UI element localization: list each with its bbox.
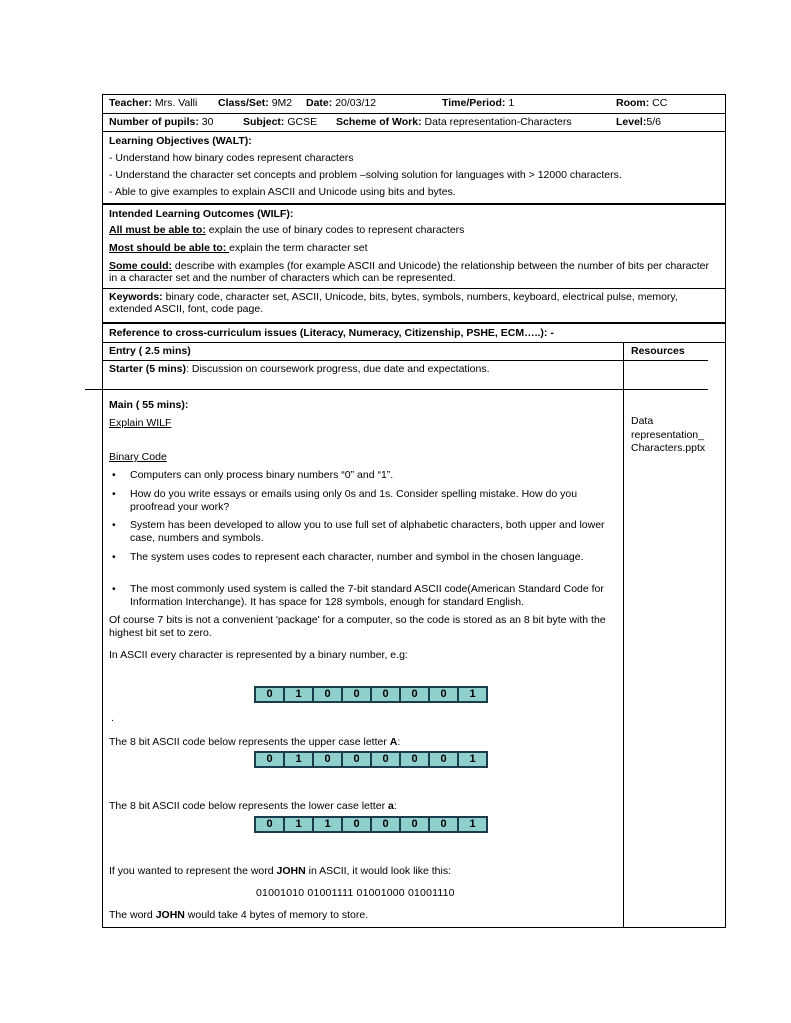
bit-cell: 0 xyxy=(343,818,370,831)
wilf-all-label: All must be able to: xyxy=(109,224,206,236)
list-item: Computers can only process binary numbers “0” and “1”. xyxy=(130,469,394,481)
walt-item: - Understand how binary codes represent characters xyxy=(109,152,354,164)
keywords-text: binary code, character set, ASCII, Unicode, bits, bytes, symbols, numbers, keyboard, electrical pulse, memory, extended ASCII, font, code page. xyxy=(109,291,678,315)
resource-file: Data representation_ Characters.pptx xyxy=(631,415,706,454)
time-label: Time/Period: xyxy=(442,97,506,109)
bit-cell: 0 xyxy=(256,818,283,831)
cross-curriculum-reference: Reference to cross-curriculum issues (Literacy, Numeracy, Citizenship, PSHE, ECM…..): - xyxy=(109,327,554,339)
bit-row-upper-a xyxy=(254,751,488,768)
row-divider xyxy=(85,389,708,390)
pupils-field xyxy=(109,116,213,129)
bullet-glyph: • xyxy=(112,519,116,531)
teacher-value: Mrs. Valli xyxy=(154,97,198,109)
bit-cell: 1 xyxy=(285,818,312,831)
walt-title: Learning Objectives (WALT): xyxy=(109,135,252,147)
john-bytes-paragraph: The word JOHN would take 4 bytes of memory to store. xyxy=(109,909,369,921)
scheme-value: Data representation-Characters xyxy=(424,116,572,128)
row-divider xyxy=(102,113,726,114)
bit-cell: 0 xyxy=(256,753,283,766)
wilf-some-label: Some could: xyxy=(109,260,173,272)
subject-label: Subject: xyxy=(243,116,285,128)
explain-wilf: Explain WILF xyxy=(109,417,172,429)
table-border-bottom xyxy=(102,927,726,928)
bit-cell: 0 xyxy=(314,688,341,701)
bit-cell: 0 xyxy=(372,688,399,701)
class-value: 9M2 xyxy=(271,97,293,109)
date-value: 20/03/12 xyxy=(335,97,377,109)
bit-cell: 1 xyxy=(459,818,486,831)
starter xyxy=(109,363,490,376)
bit-cell: 0 xyxy=(430,753,457,766)
wilf-title: Intended Learning Outcomes (WILF): xyxy=(109,208,294,220)
bit-row-lower-a xyxy=(254,816,488,833)
upper-case-paragraph: The 8 bit ASCII code below represents the upper case letter A: xyxy=(109,736,401,748)
resources-heading: Resources xyxy=(631,345,685,357)
wilf-all xyxy=(109,224,464,237)
pupils-label: Number of pupils: xyxy=(109,116,199,128)
in-ascii-paragraph: In ASCII every character is represented by a binary number, e.g: xyxy=(109,649,408,661)
bit-row-example xyxy=(254,686,488,703)
walt-item: - Understand the character set concepts and problem –solving solution for languages with > 12000 characters. xyxy=(109,169,622,181)
binary-code-heading: Binary Code xyxy=(109,451,167,463)
bullet-glyph: • xyxy=(112,469,116,481)
bit-cell: 0 xyxy=(430,818,457,831)
bit-cell: 1 xyxy=(459,688,486,701)
course7-paragraph: Of course 7 bits is not a convenient 'package' for a computer, so the code is stored as an 8 bit byte with the highest bit set to zero. xyxy=(109,614,606,639)
wilf-most xyxy=(109,242,368,255)
date-field xyxy=(306,97,376,110)
scheme-field xyxy=(336,116,572,129)
list-item: The system uses codes to represent each character, number and symbol in the chosen language. xyxy=(130,551,584,563)
teacher-field xyxy=(109,97,197,110)
bit-cell: 0 xyxy=(401,753,428,766)
bit-cell: 0 xyxy=(314,753,341,766)
teacher-label: Teacher: xyxy=(109,97,152,109)
bit-cell: 0 xyxy=(343,688,370,701)
list-item: The most commonly used system is called the 7-bit standard ASCII code(American Standard Code for Information Interchange). It has space for 128 symbols, enough for standard English. xyxy=(130,583,604,608)
john-paragraph: If you wanted to represent the word JOHN in ASCII, it would look like this: xyxy=(109,865,452,877)
starter-label: Starter (5 mins) xyxy=(109,363,187,375)
entry-heading: Entry ( 2.5 mins) xyxy=(109,345,191,357)
room-label: Room: xyxy=(616,97,650,109)
class-field xyxy=(218,97,292,110)
level-field xyxy=(616,116,661,129)
dot-marker: . xyxy=(111,712,114,724)
bit-cell: 1 xyxy=(459,753,486,766)
list-item: System has been developed to allow you to use full set of alphabetic characters, both upper and lower case, numbers and symbols. xyxy=(130,519,605,544)
scheme-label: Scheme of Work: xyxy=(336,116,422,128)
row-divider xyxy=(102,131,726,132)
table-border-right xyxy=(725,94,726,928)
room-field xyxy=(616,97,667,110)
bit-cell: 0 xyxy=(372,818,399,831)
bit-cell: 0 xyxy=(343,753,370,766)
bit-cell: 0 xyxy=(372,753,399,766)
keywords-label: Keywords: xyxy=(109,291,163,303)
bit-cell: 0 xyxy=(256,688,283,701)
bit-cell: 0 xyxy=(401,688,428,701)
wilf-some-text: describe with examples (for example ASCII and Unicode) the relationship between the number of bits per character in a character set and the number of characters which can be represented. xyxy=(109,260,709,284)
row-divider xyxy=(102,322,726,324)
bit-cell: 1 xyxy=(314,818,341,831)
wilf-all-text: explain the use of binary codes to represent characters xyxy=(205,224,465,236)
lower-case-paragraph: The 8 bit ASCII code below represents the lower case letter a: xyxy=(109,800,397,812)
column-divider xyxy=(623,342,624,928)
level-label: Level: xyxy=(616,116,647,128)
bit-cell: 1 xyxy=(285,753,312,766)
room-value: CC xyxy=(652,97,668,109)
bit-cell: 1 xyxy=(285,688,312,701)
wilf-most-label: Most should be able to: xyxy=(109,242,230,254)
pupils-value: 30 xyxy=(201,116,214,128)
class-label: Class/Set: xyxy=(218,97,269,109)
bullet-glyph: • xyxy=(112,551,116,563)
row-divider xyxy=(102,288,726,289)
table-border-top xyxy=(102,94,726,95)
walt-item: - Able to give examples to explain ASCII and Unicode using bits and bytes. xyxy=(109,186,456,198)
row-divider xyxy=(102,360,708,361)
main-heading: Main ( 55 mins): xyxy=(109,399,189,411)
subject-value: GCSE xyxy=(287,116,318,128)
time-value: 1 xyxy=(508,97,515,109)
bullet-glyph: • xyxy=(112,583,116,595)
time-field xyxy=(442,97,514,110)
wilf-most-text: explain the term character set xyxy=(229,242,368,254)
wilf-some xyxy=(109,260,709,284)
bullet-glyph: • xyxy=(112,488,116,500)
level-value: 5/6 xyxy=(646,116,661,128)
bit-cell: 0 xyxy=(430,688,457,701)
date-label: Date: xyxy=(306,97,333,109)
starter-text: : Discussion on coursework progress, due date and expectations. xyxy=(186,363,490,375)
list-item: How do you write essays or emails using only 0s and 1s. Consider spelling mistake. How do you proofread your work? xyxy=(130,488,578,513)
subject-field xyxy=(243,116,317,129)
row-divider xyxy=(102,342,726,343)
keywords xyxy=(109,291,709,315)
table-border-left xyxy=(102,94,103,928)
bit-cell: 0 xyxy=(401,818,428,831)
john-binary: 01001010 01001111 01001000 01001110 xyxy=(256,887,455,899)
row-divider xyxy=(102,203,726,205)
